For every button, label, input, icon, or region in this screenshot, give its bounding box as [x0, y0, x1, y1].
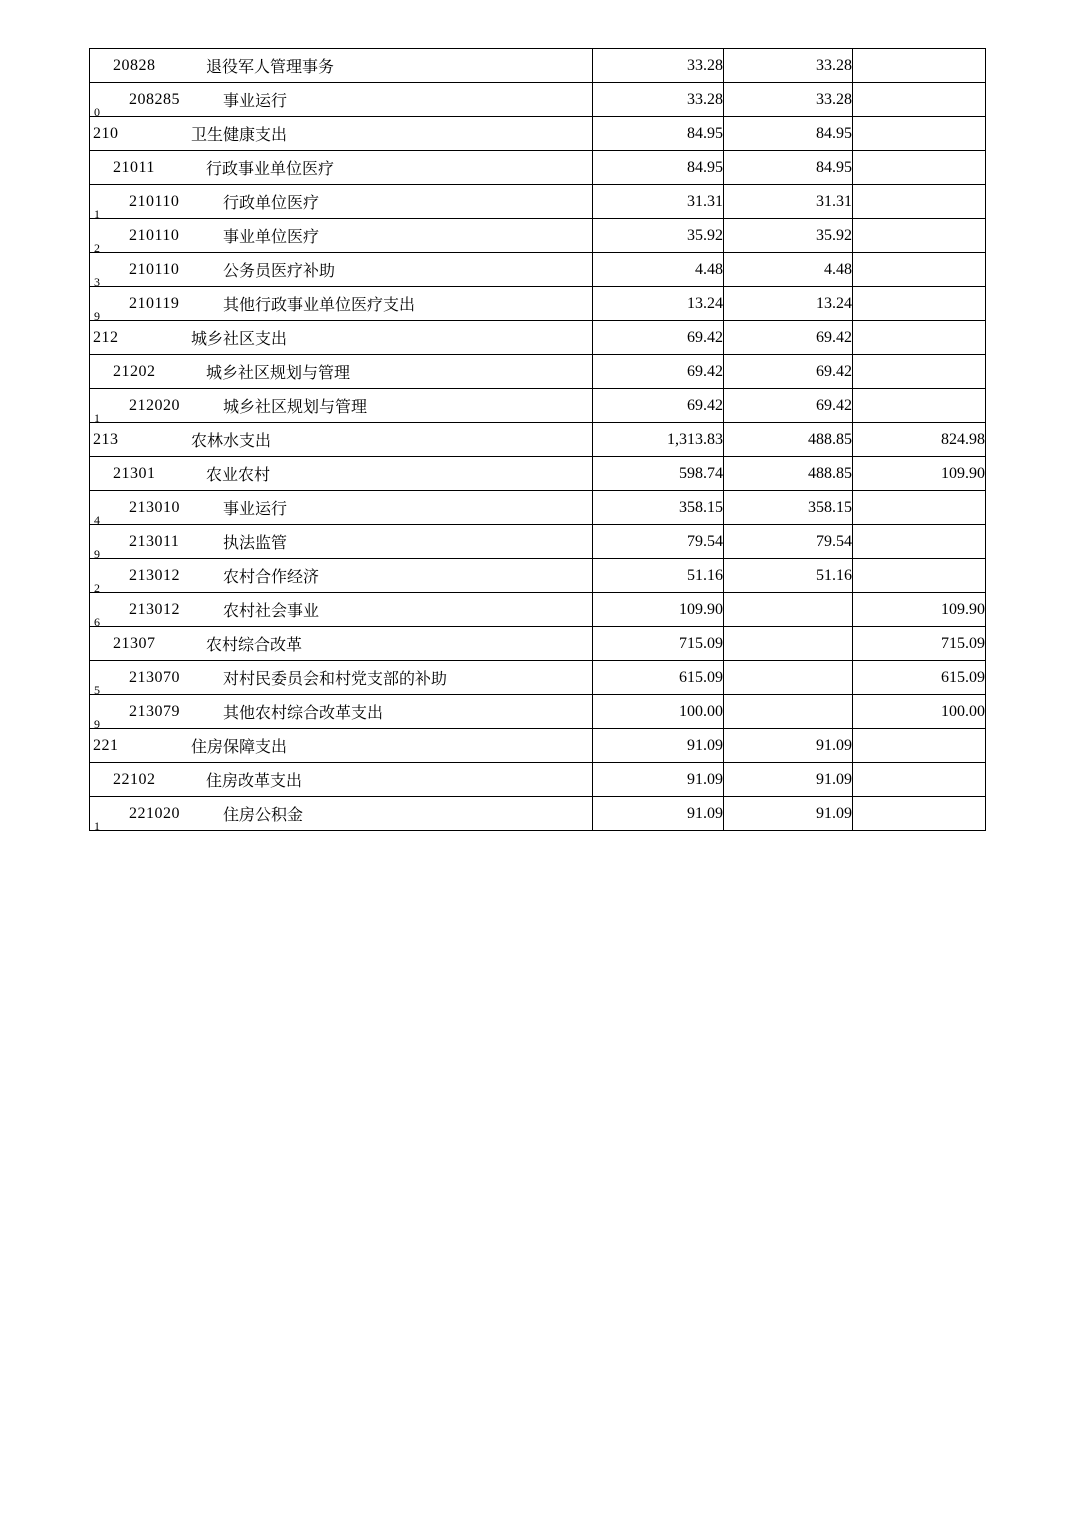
table-row: [90, 457, 986, 491]
amount-cell-2: 91.09: [724, 797, 853, 831]
budget-item-name: 农业农村: [206, 467, 271, 484]
amount-cell-3: 615.09: [853, 661, 986, 695]
budget-code: 213011: [129, 532, 180, 550]
budget-code: 212: [93, 328, 119, 346]
budget-table-body: [90, 49, 986, 831]
table-row: [90, 559, 986, 593]
budget-code-wrapped-digit: 0: [94, 105, 100, 117]
budget-code: 21301: [113, 464, 156, 482]
table-row: [90, 797, 986, 831]
budget-code-wrapped-digit: 4: [94, 513, 100, 525]
budget-code-wrapped-digit: 2: [94, 581, 100, 593]
budget-code-wrapped-digit: 2: [94, 241, 100, 253]
amount-cell-2: 35.92: [724, 219, 853, 253]
budget-item-name: 执法监管: [223, 535, 288, 552]
budget-item-name: 农村合作经济: [223, 569, 320, 586]
budget-code-wrapped-digit: 1: [94, 819, 100, 831]
budget-item-name: 城乡社区规划与管理: [206, 365, 351, 382]
amount-cell-2: 84.95: [724, 151, 853, 185]
budget-code: 22102: [113, 770, 156, 788]
amount-cell-3: [853, 389, 986, 423]
budget-code-wrapped-digit: 9: [94, 717, 100, 729]
budget-code-wrapped-digit: 1: [94, 411, 100, 423]
amount-cell-1: 84.95: [593, 117, 724, 151]
budget-code: 213079: [129, 702, 180, 720]
budget-item-name: 住房改革支出: [206, 773, 303, 790]
code-and-name-cell: [90, 491, 593, 525]
code-and-name-cell: [90, 151, 593, 185]
amount-cell-1: 33.28: [593, 49, 724, 83]
table-row: [90, 355, 986, 389]
amount-cell-1: 358.15: [593, 491, 724, 525]
budget-code-wrapped-digit: 6: [94, 615, 100, 627]
code-and-name-cell: [90, 763, 593, 797]
amount-cell-2: 13.24: [724, 287, 853, 321]
budget-code: 20828: [113, 56, 156, 74]
amount-cell-1: 35.92: [593, 219, 724, 253]
code-and-name-cell: [90, 355, 593, 389]
table-row: [90, 525, 986, 559]
table-row: [90, 151, 986, 185]
amount-cell-2: 91.09: [724, 763, 853, 797]
amount-cell-3: [853, 491, 986, 525]
amount-cell-1: 79.54: [593, 525, 724, 559]
amount-cell-1: 715.09: [593, 627, 724, 661]
amount-cell-2: 69.42: [724, 389, 853, 423]
budget-item-name: 行政事业单位医疗: [206, 161, 335, 178]
code-and-name-cell: [90, 729, 593, 763]
amount-cell-2: 33.28: [724, 83, 853, 117]
amount-cell-3: 715.09: [853, 627, 986, 661]
amount-cell-1: 69.42: [593, 355, 724, 389]
amount-cell-2: 488.85: [724, 457, 853, 491]
budget-code-wrapped-digit: 5: [94, 683, 100, 695]
budget-item-name: 事业运行: [223, 93, 288, 110]
amount-cell-2: [724, 695, 853, 729]
amount-cell-3: 109.90: [853, 457, 986, 491]
amount-cell-3: [853, 117, 986, 151]
budget-code: 213012: [129, 566, 180, 584]
amount-cell-1: 84.95: [593, 151, 724, 185]
code-and-name-cell: [90, 593, 593, 627]
code-and-name-cell: [90, 83, 593, 117]
code-and-name-cell: [90, 525, 593, 559]
amount-cell-2: 31.31: [724, 185, 853, 219]
amount-cell-1: 615.09: [593, 661, 724, 695]
budget-item-name: 其他行政事业单位医疗支出: [223, 297, 416, 314]
table-row: [90, 627, 986, 661]
code-and-name-cell: [90, 117, 593, 151]
amount-cell-3: [853, 83, 986, 117]
code-and-name-cell: [90, 49, 593, 83]
amount-cell-3: 109.90: [853, 593, 986, 627]
amount-cell-1: 1,313.83: [593, 423, 724, 457]
budget-code: 213012: [129, 600, 180, 618]
table-row: [90, 185, 986, 219]
amount-cell-3: [853, 763, 986, 797]
amount-cell-3: 824.98: [853, 423, 986, 457]
budget-code: 21307: [113, 634, 156, 652]
budget-code-wrapped-digit: 3: [94, 275, 100, 287]
budget-item-name: 事业单位医疗: [223, 229, 320, 246]
amount-cell-1: 33.28: [593, 83, 724, 117]
amount-cell-1: 91.09: [593, 729, 724, 763]
amount-cell-3: [853, 253, 986, 287]
amount-cell-3: [853, 729, 986, 763]
amount-cell-1: 100.00: [593, 695, 724, 729]
table-row: [90, 321, 986, 355]
table-row: [90, 423, 986, 457]
code-and-name-cell: [90, 559, 593, 593]
amount-cell-2: 4.48: [724, 253, 853, 287]
amount-cell-2: 91.09: [724, 729, 853, 763]
budget-item-name: 卫生健康支出: [191, 127, 288, 144]
budget-item-name: 退役军人管理事务: [206, 59, 335, 76]
budget-table-sheet: [89, 48, 986, 831]
code-and-name-cell: [90, 321, 593, 355]
budget-code-wrapped-digit: 9: [94, 309, 100, 321]
code-and-name-cell: [90, 185, 593, 219]
amount-cell-3: [853, 287, 986, 321]
budget-code: 21202: [113, 362, 156, 380]
amount-cell-1: 69.42: [593, 389, 724, 423]
amount-cell-1: 69.42: [593, 321, 724, 355]
amount-cell-3: [853, 219, 986, 253]
amount-cell-1: 51.16: [593, 559, 724, 593]
budget-code: 210110: [129, 226, 180, 244]
amount-cell-2: [724, 627, 853, 661]
budget-code: 21011: [113, 158, 155, 176]
amount-cell-2: [724, 593, 853, 627]
amount-cell-2: 84.95: [724, 117, 853, 151]
budget-code: 210: [93, 124, 119, 142]
budget-code: 210110: [129, 260, 180, 278]
budget-code: 213070: [129, 668, 180, 686]
budget-code-wrapped-digit: 1: [94, 207, 100, 219]
code-and-name-cell: [90, 627, 593, 661]
code-and-name-cell: [90, 457, 593, 491]
table-row: [90, 763, 986, 797]
table-row: [90, 389, 986, 423]
budget-item-name: 城乡社区支出: [191, 331, 288, 348]
table-row: [90, 661, 986, 695]
amount-cell-2: 69.42: [724, 355, 853, 389]
code-and-name-cell: [90, 287, 593, 321]
budget-code: 208285: [129, 90, 180, 108]
budget-code: 213010: [129, 498, 180, 516]
budget-table: [89, 48, 986, 831]
budget-item-name: 其他农村综合改革支出: [223, 705, 384, 722]
amount-cell-1: 13.24: [593, 287, 724, 321]
amount-cell-2: 51.16: [724, 559, 853, 593]
code-and-name-cell: [90, 661, 593, 695]
budget-item-name: 城乡社区规划与管理: [223, 399, 368, 416]
amount-cell-3: [853, 355, 986, 389]
amount-cell-1: 91.09: [593, 763, 724, 797]
amount-cell-3: 100.00: [853, 695, 986, 729]
amount-cell-2: 33.28: [724, 49, 853, 83]
amount-cell-1: 4.48: [593, 253, 724, 287]
table-row: [90, 729, 986, 763]
amount-cell-1: 31.31: [593, 185, 724, 219]
table-row: [90, 49, 986, 83]
code-and-name-cell: [90, 695, 593, 729]
table-row: [90, 491, 986, 525]
budget-item-name: 事业运行: [223, 501, 288, 518]
table-row: [90, 253, 986, 287]
budget-item-name: 住房公积金: [223, 807, 304, 824]
budget-code: 210110: [129, 192, 180, 210]
amount-cell-3: [853, 525, 986, 559]
budget-item-name: 公务员医疗补助: [223, 263, 336, 280]
table-row: [90, 83, 986, 117]
budget-item-name: 对村民委员会和村党支部的补助: [223, 671, 448, 688]
amount-cell-3: [853, 151, 986, 185]
amount-cell-1: 109.90: [593, 593, 724, 627]
budget-item-name: 农林水支出: [191, 433, 272, 450]
code-and-name-cell: [90, 423, 593, 457]
budget-item-name: 住房保障支出: [191, 739, 288, 756]
budget-code-wrapped-digit: 9: [94, 547, 100, 559]
amount-cell-3: [853, 185, 986, 219]
amount-cell-2: 358.15: [724, 491, 853, 525]
code-and-name-cell: [90, 797, 593, 831]
amount-cell-2: 79.54: [724, 525, 853, 559]
budget-item-name: 农村综合改革: [206, 637, 303, 654]
code-and-name-cell: [90, 219, 593, 253]
amount-cell-3: [853, 797, 986, 831]
budget-item-name: 农村社会事业: [223, 603, 320, 620]
budget-code: 210119: [129, 294, 180, 312]
table-row: [90, 219, 986, 253]
budget-code: 221020: [129, 804, 180, 822]
budget-item-name: 行政单位医疗: [223, 195, 320, 212]
budget-code: 212020: [129, 396, 180, 414]
amount-cell-3: [853, 321, 986, 355]
code-and-name-cell: [90, 389, 593, 423]
amount-cell-1: 598.74: [593, 457, 724, 491]
amount-cell-3: [853, 49, 986, 83]
table-row: [90, 117, 986, 151]
amount-cell-2: [724, 661, 853, 695]
amount-cell-2: 488.85: [724, 423, 853, 457]
table-row: [90, 593, 986, 627]
amount-cell-3: [853, 559, 986, 593]
budget-code: 213: [93, 430, 119, 448]
table-row: [90, 695, 986, 729]
amount-cell-2: 69.42: [724, 321, 853, 355]
budget-code: 221: [93, 736, 119, 754]
code-and-name-cell: [90, 253, 593, 287]
amount-cell-1: 91.09: [593, 797, 724, 831]
table-row: [90, 287, 986, 321]
